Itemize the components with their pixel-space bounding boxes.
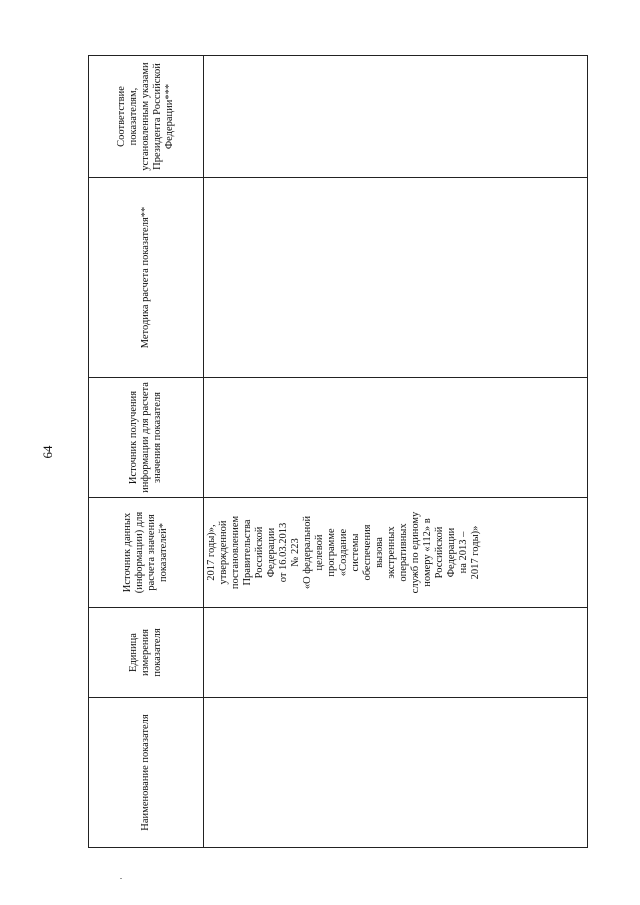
cell-method	[204, 178, 588, 378]
page-number: 64	[40, 445, 55, 459]
header-data-source: Источник данных (информации) для расчета значения показателей*	[89, 498, 204, 608]
header-method: Методика расчета показателя**	[89, 178, 204, 378]
scan-mark	[120, 878, 122, 879]
header-compliance: Соответствие показателям, установленным указами Президента Российской Федерации***	[89, 56, 204, 178]
indicator-table	[88, 55, 588, 848]
header-unit: Единица измерения показателя	[89, 608, 204, 698]
table-header-row	[89, 56, 204, 848]
indicator-table-container	[88, 56, 588, 848]
header-indicator-name: Наименование показателя	[89, 698, 204, 848]
cell-unit	[204, 608, 588, 698]
cell-info-source	[204, 378, 588, 498]
header-info-source: Источник получения информации для расчета значения показателя	[89, 378, 204, 498]
table-row	[204, 56, 588, 848]
cell-indicator-name	[204, 698, 588, 848]
cell-data-source: 2017 годы)», утвержденной постановлением Правительства Российской Федерации от 16.03.2013 № 223 «О федеральной целевой программе «Создание системы обеспечения вызова экстренных оперативных служб по единому номеру «112» в Российской Федерации на 2013 – 2017 годы)»	[204, 498, 588, 608]
cell-compliance	[204, 56, 588, 178]
